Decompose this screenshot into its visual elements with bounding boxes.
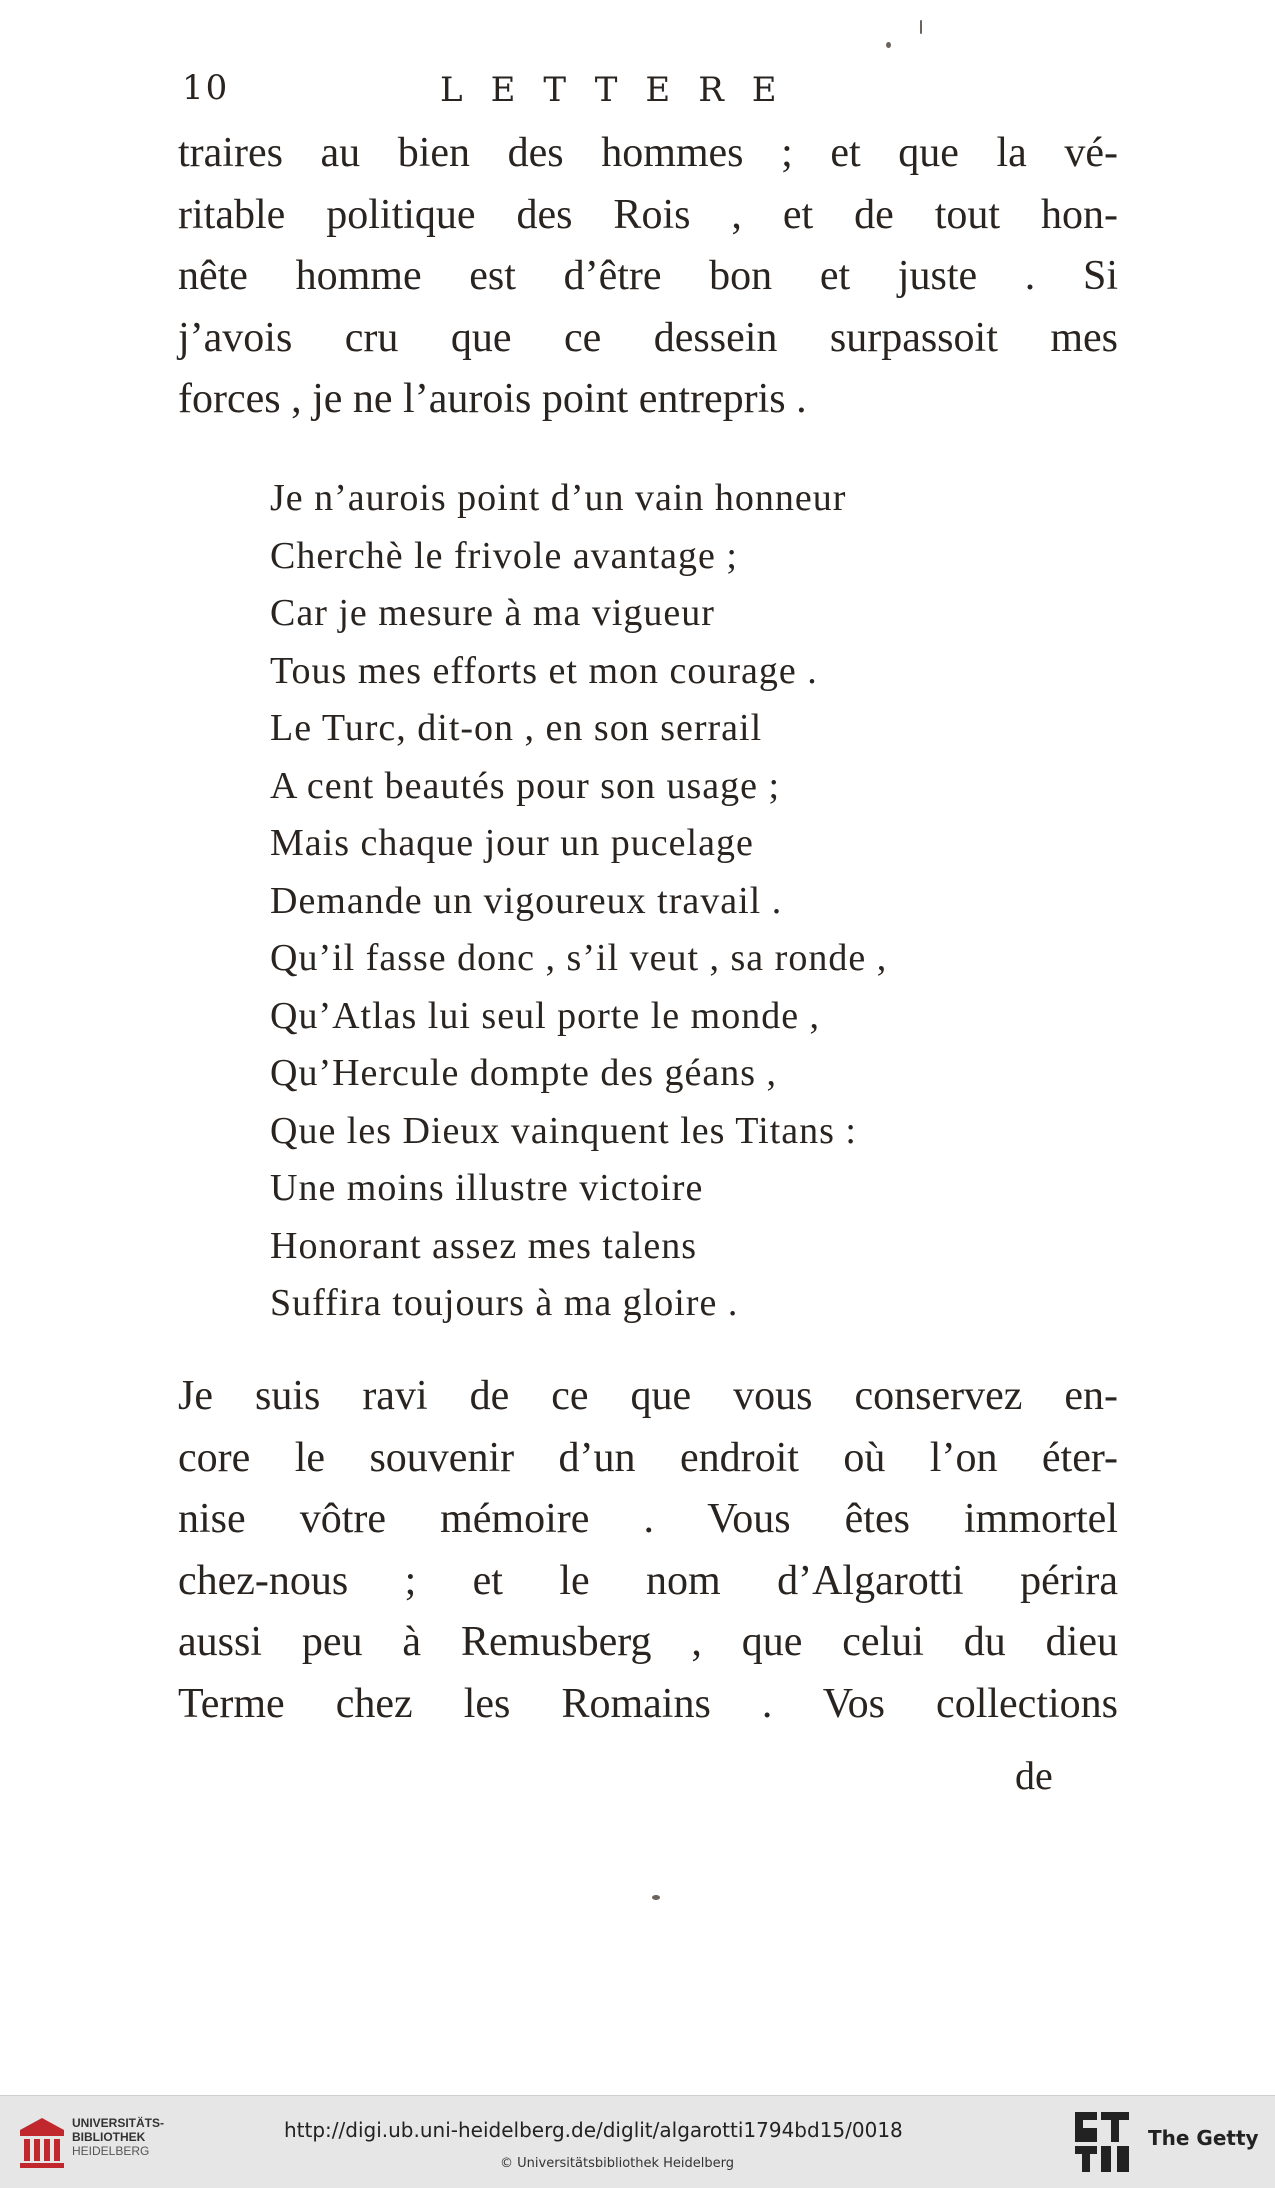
prose-line: traires au bien des hommes ; et que la vé- — [178, 130, 1118, 176]
verse-line: Mais chaque jour un pucelage — [270, 822, 754, 864]
prose-block-bottom — [178, 1366, 1118, 1735]
prose-block-top — [178, 123, 1118, 431]
prose-line: nise vôtre mémoire . Vous êtes immortel — [178, 1496, 1118, 1542]
catchword: de — [1015, 1753, 1053, 1798]
verse-line: Demande un vigoureux travail . — [270, 879, 783, 922]
verse-line: Que les Dieux vainquent les Titans : — [270, 1109, 857, 1152]
verse-line: Suffira toujours à ma gloire . — [270, 1282, 739, 1324]
verse-line: Honorant assez mes talens — [270, 1224, 698, 1267]
library-name-line: UNIVERSITÄTS- — [72, 2116, 165, 2130]
scan-speck — [920, 20, 922, 34]
footer-bar — [0, 2095, 1275, 2188]
page-number: 10 — [182, 68, 230, 108]
prose-line: forces , je ne l’aurois point entrepris . — [178, 376, 807, 422]
university-library-name — [72, 2116, 164, 2158]
prose-line: aussi peu à Remusberg , que celui du dieu — [178, 1619, 1118, 1665]
verse-block — [270, 470, 887, 1333]
verse-line: Le Turc, dit-on , en son serrail — [270, 707, 763, 749]
scan-speck — [652, 1895, 660, 1900]
prose-line: ritable politique des Rois , et de tout hon- — [178, 191, 1118, 238]
verse-line: A cent beautés pour son usage ; — [270, 764, 781, 807]
prose-line: nête homme est d’être bon et juste . Si — [178, 253, 1118, 299]
verse-line: Cherchè le frivole avantage ; — [270, 534, 738, 577]
verse-line: Qu’Hercule dompte des géans , — [270, 1052, 778, 1094]
university-library-logo-icon — [12, 2114, 72, 2172]
copyright-notice: © Universitätsbibliothek Heidelberg — [500, 2156, 735, 2171]
library-name-line: HEIDELBERG — [72, 2144, 150, 2158]
scan-speck — [886, 42, 891, 48]
verse-line: Qu’il fasse donc , s’il veut , sa ronde , — [270, 937, 888, 979]
running-head: LETTERE — [440, 70, 805, 110]
permalink-url[interactable]: http://digi.ub.uni-heidelberg.de/diglit/algarotti1794bd15/0018 — [284, 2118, 903, 2142]
verse-line: Je n’aurois point d’un vain honneur — [270, 477, 847, 519]
prose-line: Terme chez les Romains . Vos collections — [178, 1680, 1118, 1727]
prose-line: Je suis ravi de ce que vous conservez en- — [178, 1373, 1118, 1419]
verse-line: Car je mesure à ma vigueur — [270, 592, 715, 634]
library-name-line: BIBLIOTHEK — [72, 2130, 146, 2144]
prose-line: core le souvenir d’un endroit où l’on éter- — [178, 1434, 1118, 1481]
verse-line: Une moins illustre victoire — [270, 1167, 704, 1209]
verse-line: Qu’Atlas lui seul porte le monde , — [270, 994, 821, 1037]
prose-line: chez-nous ; et le nom d’Algarotti périra — [178, 1557, 1118, 1604]
prose-line: j’avois cru que ce dessein surpassoit mes — [178, 314, 1118, 361]
getty-logo-icon — [1073, 2108, 1133, 2174]
getty-label: The Getty — [1148, 2126, 1259, 2150]
verse-line: Tous mes efforts et mon courage . — [270, 649, 818, 692]
